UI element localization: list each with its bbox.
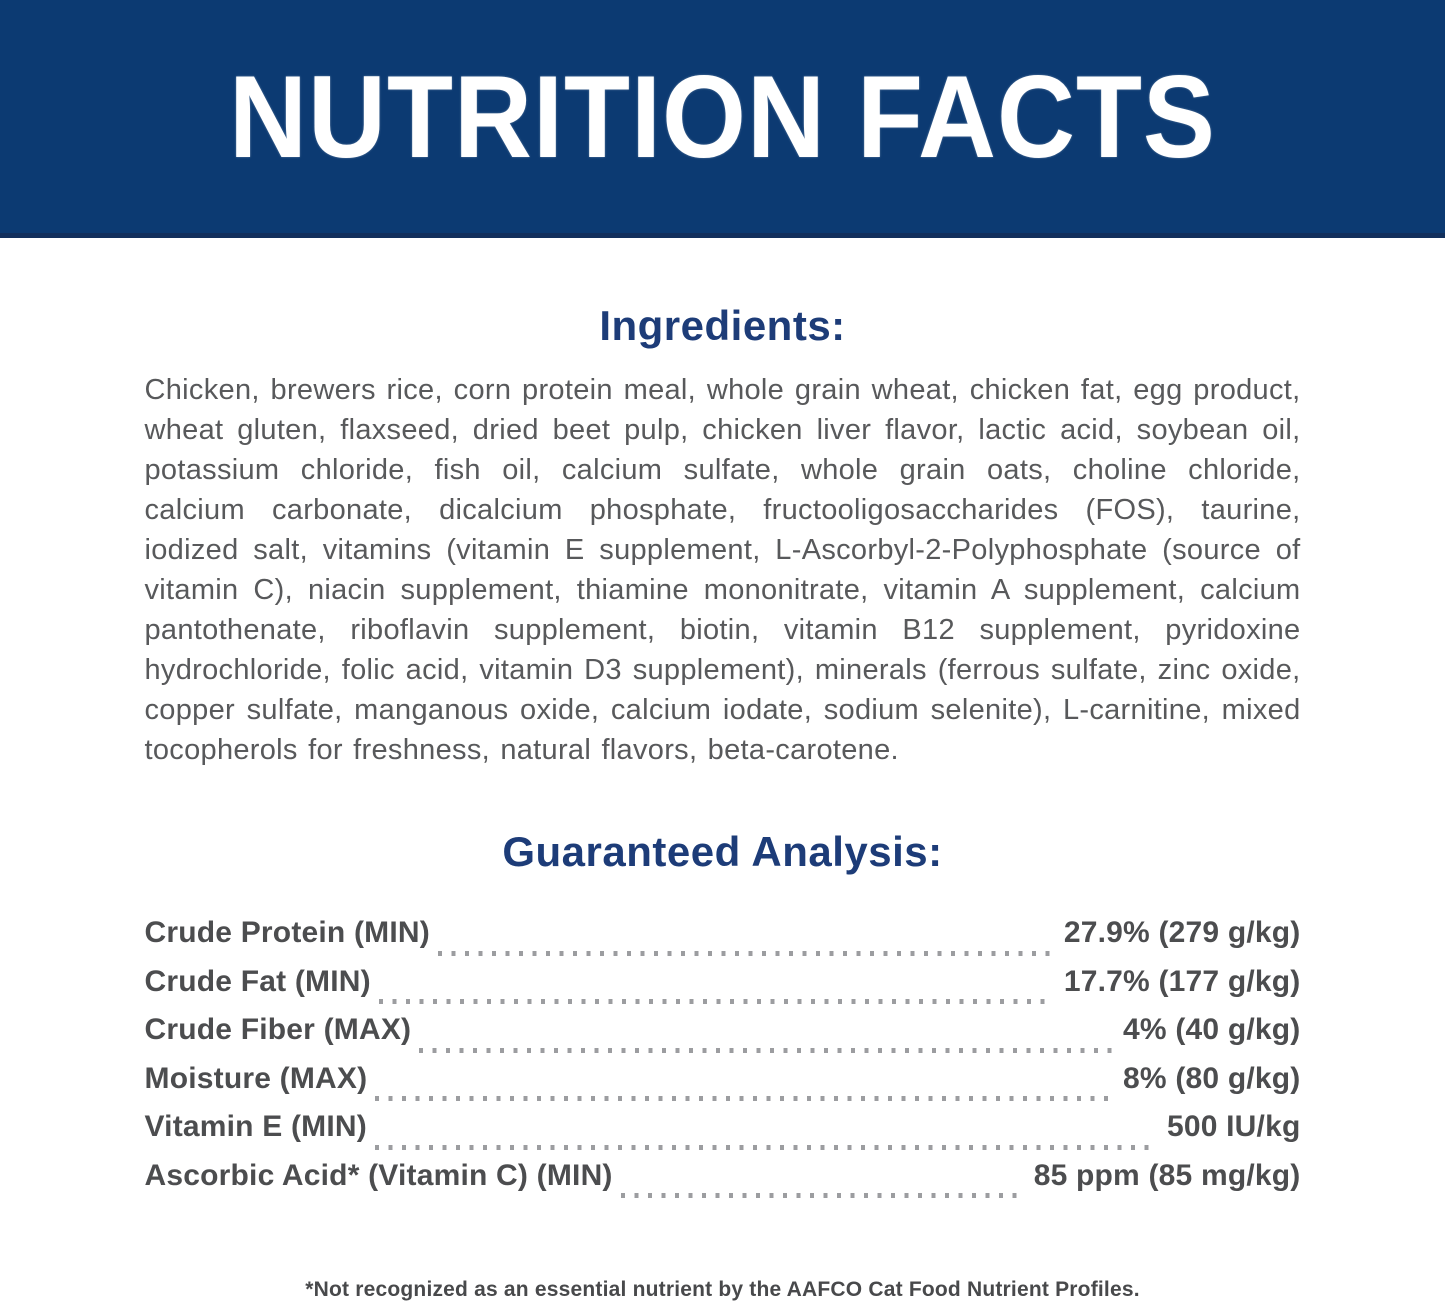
nutrient-value: 500 IU/kg — [1166, 1110, 1301, 1143]
nutrient-value: 27.9% (279 g/kg) — [1063, 916, 1301, 949]
dot-leader — [379, 999, 1054, 1004]
nutrient-label: Crude Fat (MIN) — [144, 964, 371, 998]
table-row — [145, 1062, 1301, 1111]
nutrient-value: 85 ppm (85 mg/kg) — [1033, 1158, 1301, 1192]
ingredients-heading: Ingredients: — [599, 302, 846, 349]
nutrient-label: Moisture (MAX) — [144, 1061, 368, 1095]
table-row — [145, 1013, 1301, 1062]
dot-leader — [375, 1096, 1113, 1101]
page-title: NUTRITION FACTS — [229, 51, 1216, 182]
nutrient-label: Crude Protein (MIN) — [144, 916, 430, 949]
aafco-footnote: *Not recognized as an essential nutrient by the AAFCO Cat Food Nutrient Profiles. — [305, 1278, 1140, 1301]
guaranteed-analysis-heading: Guaranteed Analysis: — [502, 828, 943, 875]
guaranteed-analysis-table — [145, 916, 1301, 1207]
nutrient-label: Vitamin E (MIN) — [144, 1110, 367, 1143]
nutrient-label: Crude Fiber (MAX) — [144, 1013, 412, 1046]
ingredients-paragraph: Chicken, brewers rice, corn protein meal, whole grain wheat, chicken fat, egg product, wheat gluten, flaxseed, dried beet pulp, chicken liver flavor, lactic acid, soybean oil, potassium chloride, fish oil, calcium sulfate, whole grain oats, choline chloride, calcium carbonate, dicalcium phosphate, fructooligosaccharides (FOS), taurine, iodized salt, vitamins (vitamin E supplement, L-Ascorbyl-2-Polyphosphate (source of vitamin C), niacin supplement, thiamine mononitrate, vitamin A supplement, calcium pantothenate, riboflavin supplement, biotin, vitamin B12 supplement, pyridoxine hydrochloride, folic acid, vitamin D3 supplement), minerals (ferrous sulfate, zinc oxide, copper sulfate, manganous oxide, calcium iodate, sodium selenite), L-carnitine, mixed tocopherols for freshness, natural flavors, beta-carotene. — [144, 374, 1301, 766]
nutrient-value: 8% (80 g/kg) — [1123, 1061, 1301, 1095]
header-band — [0, 0, 1445, 238]
nutrient-value: 17.7% (177 g/kg) — [1063, 964, 1301, 998]
dot-leader — [438, 951, 1054, 956]
nutrient-value: 4% (40 g/kg) — [1123, 1013, 1301, 1046]
dot-leader — [621, 1193, 1024, 1198]
dot-leader — [419, 1048, 1113, 1053]
table-row — [145, 916, 1301, 965]
table-row — [145, 1110, 1301, 1159]
table-row — [145, 1159, 1301, 1208]
nutrient-label: Ascorbic Acid* (Vitamin C) (MIN) — [144, 1158, 613, 1192]
dot-leader — [375, 1145, 1157, 1150]
table-row — [145, 965, 1301, 1014]
